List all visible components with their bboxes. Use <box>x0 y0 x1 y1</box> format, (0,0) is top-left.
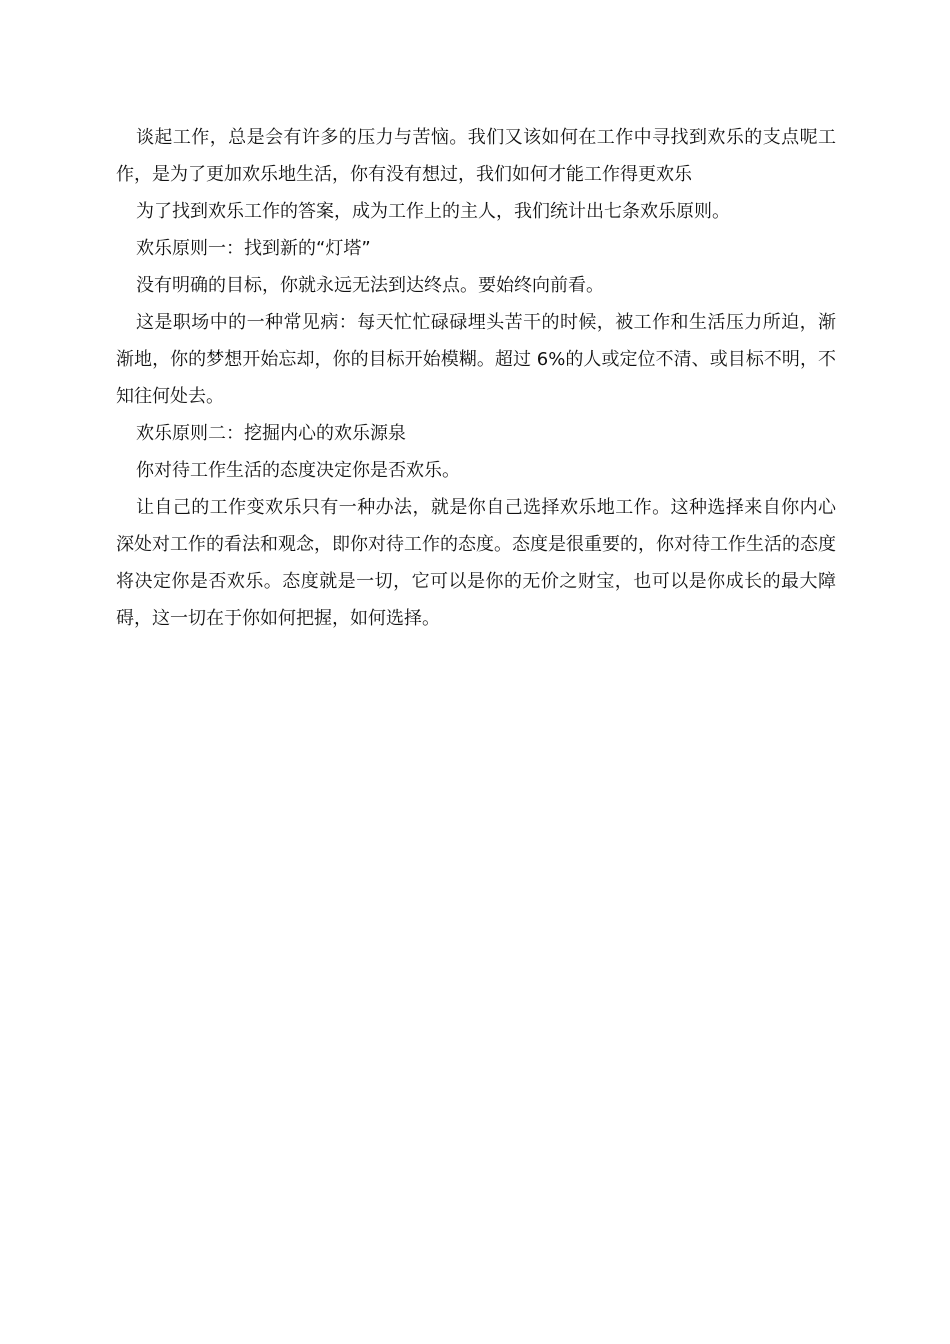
document-body <box>116 119 836 637</box>
heading-principle-two: 欢乐原则二：挖掘内心的欢乐源泉 <box>136 423 406 444</box>
paragraph-principle-two-body: 让自己的工作变欢乐只有一种办法，就是你自己选择欢乐地工作。这种选择来自你内心深处对工作的看法和观念，即你对待工作的态度。态度是很重要的，你对待工作生活的态度将决定你是否欢乐。态度就是一切，它可以是你的无价之财宝，也可以是你成长的最大障碍，这一切在于你如何把握，如何选择。 <box>116 497 836 629</box>
paragraph-principle-one-summary: 没有明确的目标，你就永远无法到达终点。要始终向前看。 <box>136 275 604 296</box>
paragraph-principle-two-summary: 你对待工作生活的态度决定你是否欢乐。 <box>136 460 460 481</box>
paragraph-purpose: 为了找到欢乐工作的答案，成为工作上的主人，我们统计出七条欢乐原则。 <box>136 201 730 222</box>
heading-principle-one: 欢乐原则一：找到新的“灯塔” <box>136 238 371 259</box>
paragraph-principle-one-body: 这是职场中的一种常见病：每天忙忙碌碌埋头苦干的时候，被工作和生活压力所迫，渐渐地，你的梦想开始忘却，你的目标开始模糊。超过 6%的人或定位不清、或目标不明，不知往何处去。 <box>116 312 836 407</box>
paragraph-intro: 谈起工作，总是会有许多的压力与苦恼。我们又该如何在工作中寻找到欢乐的支点呢工作，是为了更加欢乐地生活，你有没有想过，我们如何才能工作得更欢乐 <box>116 127 836 185</box>
